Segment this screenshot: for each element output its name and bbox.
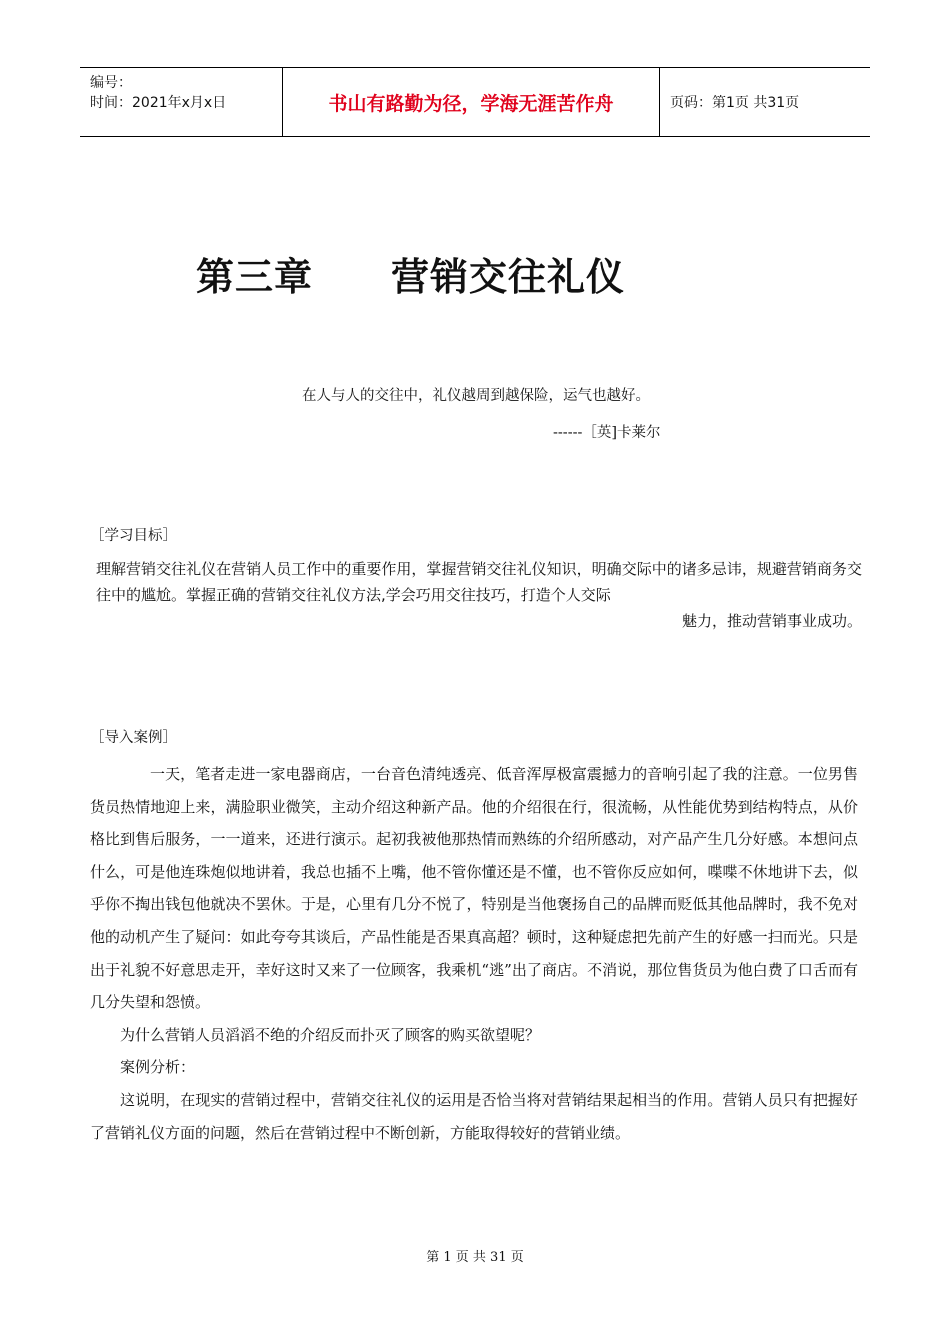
header-meta-cell xyxy=(80,68,282,136)
objectives-paragraph-end: 魅力，推动营销事业成功。 xyxy=(681,612,862,630)
objectives-text xyxy=(96,556,862,634)
epigraph-quote: 在人与人的交往中，礼仪越周到越保险，运气也越好。 xyxy=(302,388,650,404)
chapter-title: 营销交往礼仪 xyxy=(391,255,626,299)
header-page-info: 页码：第1页 共31页 xyxy=(670,95,800,111)
case-analysis-paragraph: 这说明，在现实的营销过程中，营销交往礼仪的运用是否恰当将对营销结果起相当的作用。营销人员只有把握好了营销礼仪方面的问题，然后在营销过程中不断创新，方能取得较好的营销业绩。 xyxy=(90,1090,858,1142)
objectives-paragraph: 理解营销交往礼仪在营销人员工作中的重要作用，掌握营销交往礼仪知识，明确交际中的诸多忌讳，规避营销商务交往中的尴尬。掌握正确的营销交往礼仪方法,学会巧用交往技巧，打造个人交际 xyxy=(96,560,862,604)
page-header-table xyxy=(80,67,870,137)
objectives-label: ［学习目标］ xyxy=(90,528,177,544)
page-footer: 第 1 页 共 31 页 xyxy=(426,1250,524,1265)
epigraph-source: ------［英]卡莱尔 xyxy=(553,425,661,441)
case-body xyxy=(90,758,858,1149)
header-motto: 书山有路勤为径，学海无涯苦作舟 xyxy=(282,68,660,136)
header-date-label: 时间：2021年x月x日 xyxy=(90,95,227,111)
case-label: ［导入案例］ xyxy=(90,730,177,746)
case-story-paragraph: 一天，笔者走进一家电器商店，一台音色清纯透亮、低音浑厚极富震撼力的音响引起了我的注意。一位男售货员热情地迎上来，满脸职业微笑，主动介绍这种新产品。他的介绍很在行，很流畅，从性能优势到结构特点，从价格比到售后服务，一一道来，还进行演示。起初我被他那热情而熟练的介绍所感动，对产品产生几分好感。本想问点什么，可是他连珠炮似地讲着，我总也插不上嘴，他不管你懂还是不懂，也不管你反应如何，喋喋不休地讲下去，似乎你不掏出钱包他就决不罢休。于是，心里有几分不悦了，特别是当他褒扬自己的品牌而贬低其他品牌时，我不免对他的动机产生了疑问：如此夸夸其谈后，产品性能是否果真高超？顿时，这种疑虑把先前产生的好感一扫而光。只是出于礼貌不好意思走开，幸好这时又来了一位顾客，我乘机“逃”出了商店。不消说，那位售货员为他白费了口舌而有几分失望和怨愤。 xyxy=(90,765,858,1012)
chapter-heading xyxy=(196,246,625,301)
case-question-paragraph: 为什么营销人员滔滔不绝的介绍反而扑灭了顾客的购买欲望呢？ xyxy=(120,1025,541,1044)
header-number-label: 编号： xyxy=(90,75,132,91)
case-analysis-label: 案例分析： xyxy=(120,1058,196,1077)
chapter-number: 第三章 xyxy=(196,255,314,299)
